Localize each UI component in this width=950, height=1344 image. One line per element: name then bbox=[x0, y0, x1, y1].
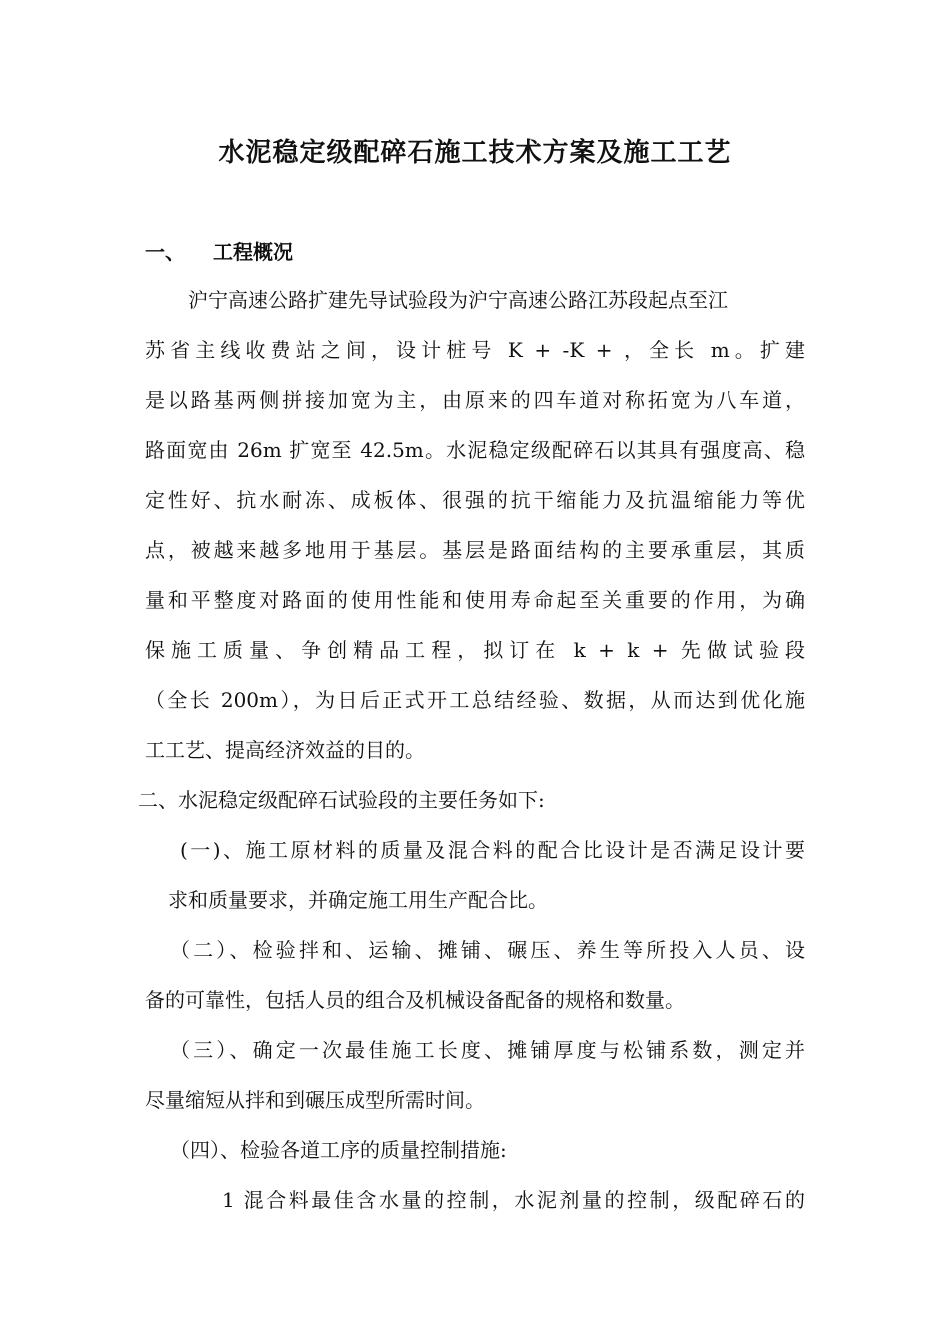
task-item-1-line: 求和质量要求，并确定施工用生产配合比。 bbox=[168, 888, 548, 912]
paragraph-line: 苏省主线收费站之间，设计桩号 K + -K + ，全长 m。扩建 bbox=[145, 338, 805, 362]
paragraph-line: 沪宁高速公路扩建先导试验段为沪宁高速公路江苏段起点至江 bbox=[188, 288, 728, 312]
sub-item-1: 1 混合料最佳含水量的控制，水泥剂量的控制，级配碎石的 bbox=[222, 1188, 805, 1212]
section-1-title: 工程概况 bbox=[213, 240, 293, 264]
task-item-2-line: （二）、检验拌和、运输、摊铺、碾压、养生等所投入人员、设 bbox=[170, 938, 805, 962]
document-title: 水泥稳定级配碎石施工技术方案及施工工艺 bbox=[218, 138, 732, 168]
section-1-number: 一、 bbox=[145, 240, 185, 264]
task-item-4: （四）、检验各道工序的质量控制措施: bbox=[170, 1138, 507, 1162]
paragraph-line: 是以路基两侧拼接加宽为主，由原来的四车道对称拓宽为八车道， bbox=[145, 388, 805, 412]
paragraph-line: 路面宽由 26m 扩宽至 42.5m。水泥稳定级配碎石以其具有强度高、稳 bbox=[145, 438, 805, 462]
paragraph-line: 量和平整度对路面的使用性能和使用寿命起至关重要的作用，为确 bbox=[145, 588, 805, 612]
section-2-heading: 二、水泥稳定级配碎石试验段的主要任务如下: bbox=[138, 788, 545, 812]
task-item-1-line: (一)、施工原材料的质量及混合料的配合比设计是否满足设计要 bbox=[180, 838, 805, 862]
task-item-2-line: 备的可靠性，包括人员的组合及机械设备配备的规格和数量。 bbox=[145, 988, 685, 1012]
paragraph-line: 工工艺、提高经济效益的目的。 bbox=[145, 738, 425, 762]
paragraph-line: 定性好、抗水耐冻、成板体、很强的抗干缩能力及抗温缩能力等优 bbox=[145, 488, 805, 512]
paragraph-line: 点，被越来越多地用于基层。基层是路面结构的主要承重层，其质 bbox=[145, 538, 805, 562]
task-item-3-line: 尽量缩短从拌和到碾压成型所需时间。 bbox=[145, 1088, 485, 1112]
paragraph-line: （全长 200m），为日后正式开工总结经验、数据，从而达到优化施 bbox=[145, 688, 805, 712]
paragraph-line: 保施工质量、争创精品工程，拟订在 k + k + 先做试验段 bbox=[145, 638, 805, 662]
task-item-3-line: （三）、确定一次最佳施工长度、摊铺厚度与松铺系数，测定并 bbox=[170, 1038, 805, 1062]
section-1-heading bbox=[145, 236, 293, 265]
